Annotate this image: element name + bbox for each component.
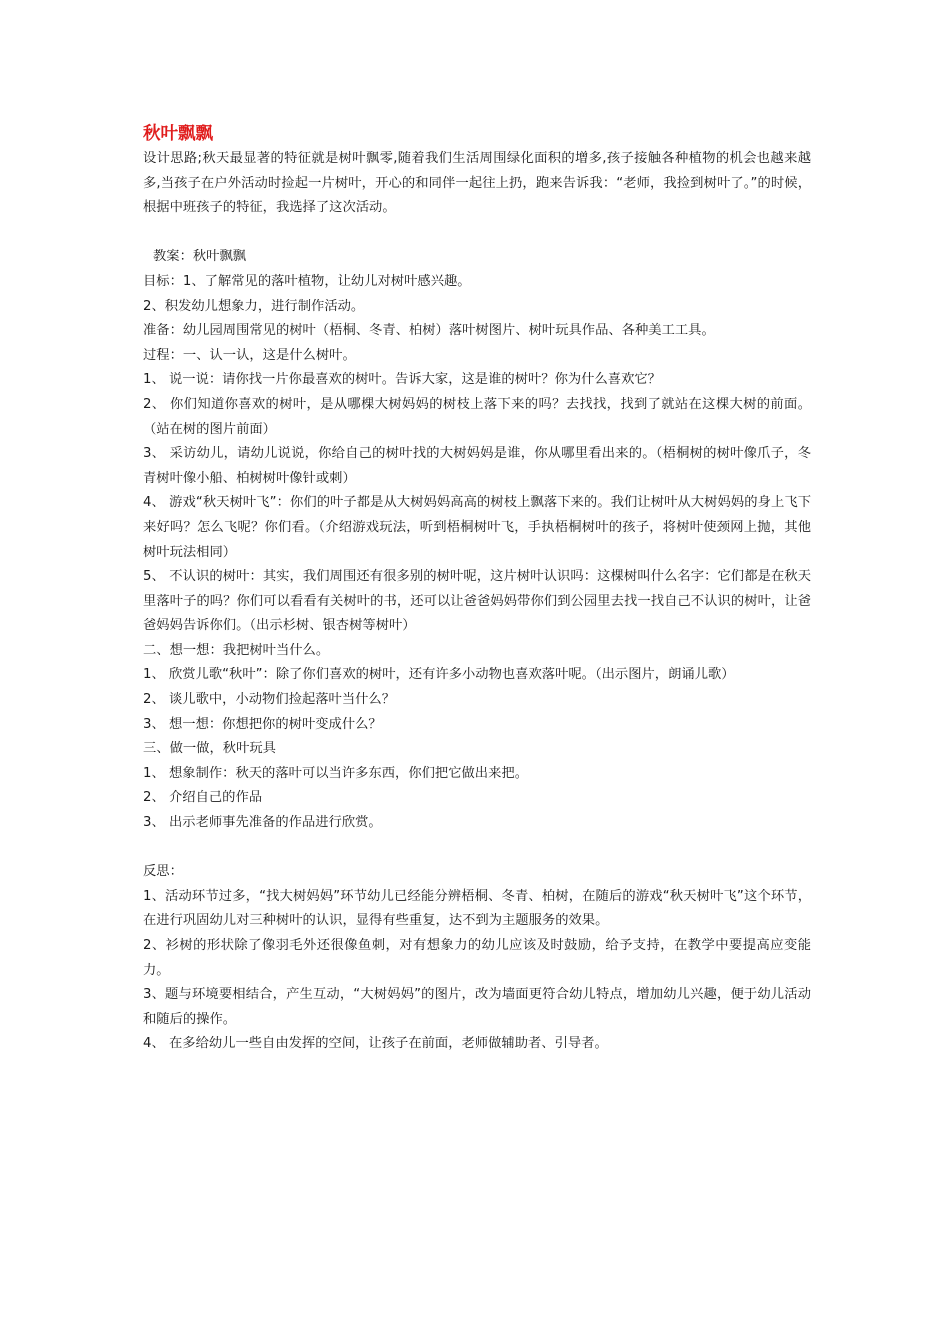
- process-step-1-2: 2、 你们知道你喜欢的树叶，是从哪棵大树妈妈的树枝上落下来的吗？去找找，找到了就站在这棵大树的前面。（站在树的图片前面）: [143, 396, 811, 437]
- goal-2: 2、积发幼儿想象力，进行制作活动。: [143, 298, 365, 314]
- lesson-title: 教案：秋叶飘飘: [153, 249, 247, 265]
- process-step-1-1: 1、 说一说：请你找一片你最喜欢的树叶。告诉大家，这是谁的树叶？你为什么喜欢它？: [143, 372, 661, 388]
- process-step-2-1: 1、 欣赏儿歌“秋叶”：除了你们喜欢的树叶，还有许多小动物也喜欢落叶呢。（出示图片，朗诵儿歌）: [143, 667, 735, 683]
- blank-line: [143, 221, 811, 246]
- design-idea-paragraph: 设计思路;秋天最显著的特征就是树叶飘零,随着我们生活周围绿化面积的增多,孩子接触各种植物的机会也越来越多,当孩子在户外活动时捡起一片树叶，开心的和同伴一起往上扔，跑来告诉我：“老师，我捡到树叶了。”的时候，根据中班孩子的特征，我选择了这次活动。: [143, 151, 811, 216]
- goal-1: 目标：1、了解常见的落叶植物，让幼儿对树叶感兴趣。: [143, 273, 471, 289]
- document-page: [143, 121, 811, 1057]
- section-3-heading: 三、做一做，秋叶玩具: [143, 741, 276, 757]
- reflection-heading: 反思：: [143, 864, 183, 880]
- blank-line: [143, 836, 811, 861]
- process-heading: 过程：一、认一认，这是什么树叶。: [143, 347, 356, 363]
- process-step-3-2: 2、 介绍自己的作品: [143, 790, 263, 806]
- reflection-1: 1、活动环节过多，“找大树妈妈”环节幼儿已经能分辨梧桐、冬青、柏树，在随后的游戏“秋天树叶飞”这个环节，在进行巩固幼儿对三种树叶的认识，显得有些重复，达不到为主题服务的效果。: [143, 888, 811, 929]
- section-2-heading: 二、想一想：我把树叶当什么。: [143, 642, 330, 658]
- process-step-2-3: 3、 想一想：你想把你的树叶变成什么？: [143, 716, 382, 732]
- reflection-4: 4、 在多给幼儿一些自由发挥的空间，让孩子在前面，老师做辅助者、引导者。: [143, 1036, 608, 1052]
- process-step-1-4: 4、 游戏“秋天树叶飞”：你们的叶子都是从大树妈妈高高的树枝上飘落下来的。我们让树叶从大树妈妈的身上飞下来好吗？怎么飞呢？你们看。（介绍游戏玩法，听到梧桐树叶飞，手执梧桐树叶的孩子，将树叶使颈网上抛，其他树叶玩法相同）: [143, 495, 811, 560]
- reflection-3: 3、题与环境要相结合，产生互动，“大树妈妈”的图片，改为墙面更符合幼儿特点，增加幼儿兴趣，便于幼儿活动和随后的操作。: [143, 987, 811, 1027]
- process-step-2-2: 2、 谈儿歌中，小动物们捡起落叶当什么？: [143, 692, 396, 708]
- reflection-2: 2、衫树的形状除了像羽毛外还很像鱼刺，对有想象力的幼儿应该及时鼓励，给予支持，在教学中要提高应变能力。: [143, 938, 811, 978]
- process-step-3-1: 1、 想象制作：秋天的落叶可以当许多东西，你们把它做出来把。: [143, 765, 528, 781]
- process-step-3-3: 3、 出示老师事先准备的作品进行欣赏。: [143, 815, 382, 831]
- process-step-1-5: 5、 不认识的树叶：其实，我们周围还有很多别的树叶呢，这片树叶认识吗：这棵树叫什么名字：它们都是在秋天里落叶子的吗？你们可以看看有关树叶的书，还可以让爸爸妈妈带你们到公园里去找一找自己不认识的树叶，让爸爸妈妈告诉你们。（出示杉树、银杏树等树叶）: [143, 569, 811, 634]
- document-title: 秋叶飘飘: [143, 124, 213, 144]
- process-step-1-3: 3、 采访幼儿，请幼儿说说，你给自己的树叶找的大树妈妈是谁，你从哪里看出来的。（梧桐树的树叶像爪子，冬青树叶像小船、柏树树叶像针或刺）: [143, 446, 811, 486]
- preparation: 准备：幼儿园周围常见的树叶（梧桐、冬青、柏树）落叶树图片、树叶玩具作品、各种美工工具。: [143, 323, 715, 339]
